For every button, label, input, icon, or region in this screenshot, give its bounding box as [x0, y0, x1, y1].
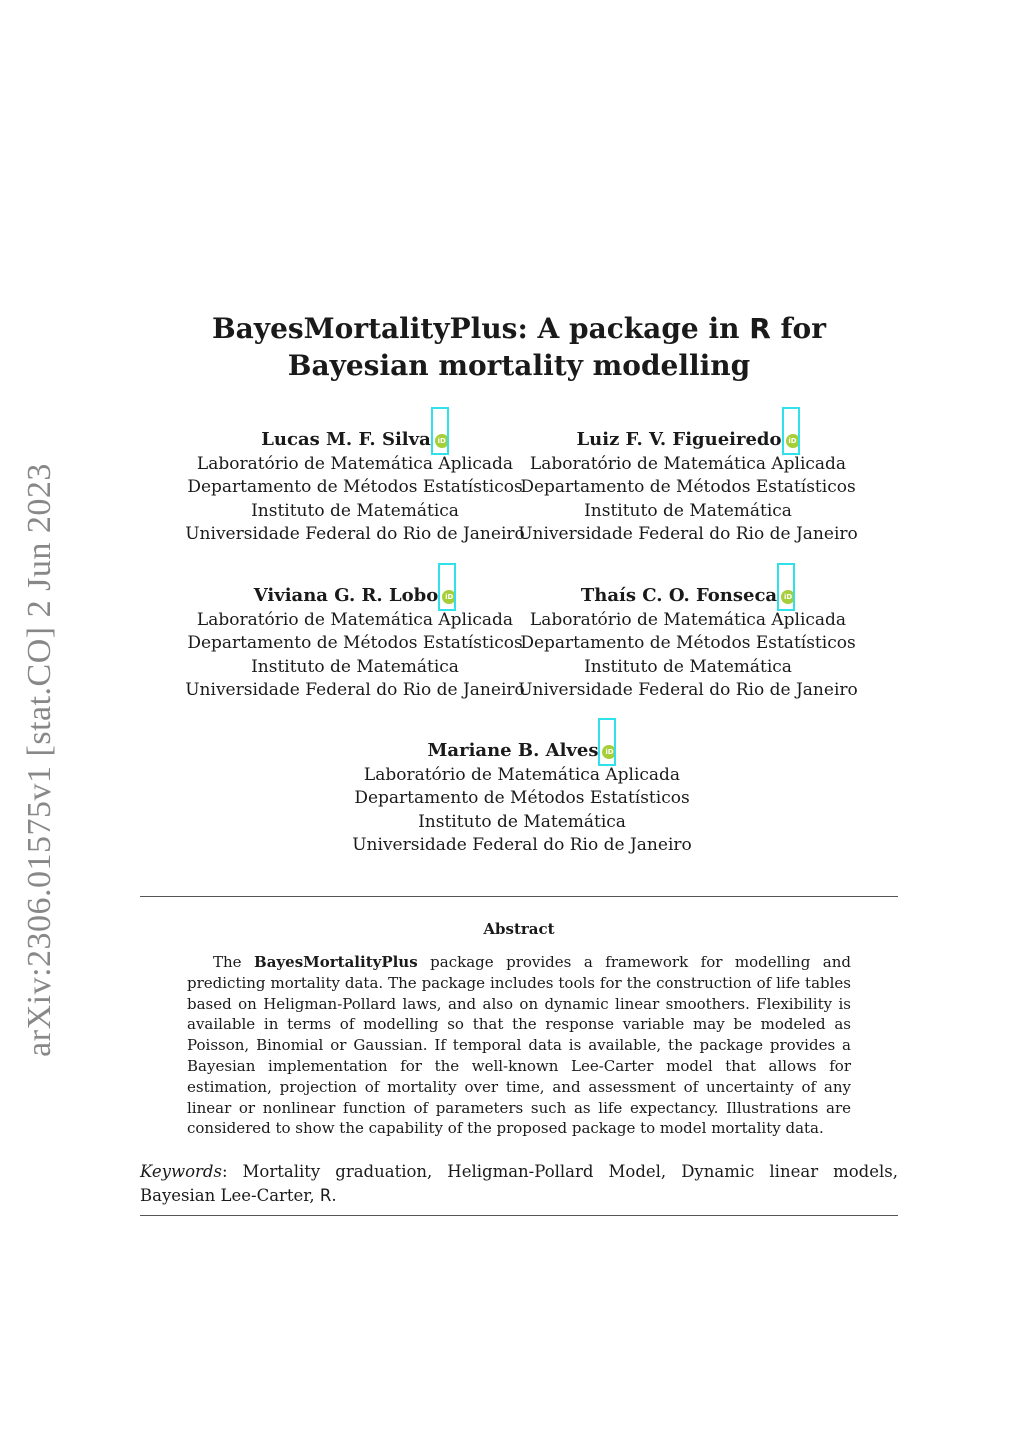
affiliation-lab: Laboratório de Matemática Aplicada — [196, 609, 514, 630]
orcid-link-box[interactable] — [777, 563, 795, 611]
author-block-figueiredo — [518, 428, 858, 547]
orcid-icon[interactable]: iD — [781, 590, 795, 604]
affiliation-institute: Instituto de Matemática — [418, 811, 626, 832]
author-block-fonseca — [518, 584, 858, 703]
affiliation-department: Departamento de Métodos Estatísticos — [520, 633, 856, 653]
arxiv-identifier-stamp: arXiv:2306.01575v1 [stat.CO] 2 Jun 2023 — [21, 463, 58, 1057]
affiliation-institute: Instituto de Matemática — [584, 500, 792, 521]
keywords-end: . — [331, 1186, 337, 1205]
title-part-1: BayesMortalityPlus: A package in — [212, 312, 750, 345]
affiliation-institute: Instituto de Matemática — [584, 656, 792, 677]
affiliation-lab: Laboratório de Matemática Aplicada — [363, 764, 681, 785]
orcid-icon[interactable]: iD — [435, 434, 449, 448]
author-name: Viviana G. R. Lobo — [253, 585, 439, 606]
orcid-link-box[interactable] — [598, 718, 616, 766]
author-name: Mariane B. Alves — [427, 740, 599, 761]
affiliation-lab: Laboratório de Matemática Aplicada — [196, 453, 514, 474]
affiliation-institute: Instituto de Matemática — [251, 500, 459, 521]
package-name: BayesMortalityPlus — [254, 953, 418, 971]
orcid-link-box[interactable] — [431, 407, 449, 455]
author-name: Lucas M. F. Silva — [261, 429, 431, 450]
affiliation-university: Universidade Federal do Rio de Janeiro — [185, 524, 525, 544]
affiliation-lab: Laboratório de Matemática Aplicada — [529, 453, 847, 474]
abstract-text: package provides a framework for modelling and predicting mortality data. The package includes tools for the construction of life tables based on Heligman-Pollard laws, and also on dynamic linear smoothers. Flexibility is available in terms of modelling so that the response variable may be modeled as Poisson, Binomial or Gaussian. If temporal data is available, the package provides a Bayesian implementation for the well-known Lee-Carter model that allows for estimation, projection of mortality over time, and assessment of uncertainty of any linear or nonlinear function of parameters such as life expectancy. Illustrations are considered to show the capability of the proposed package to model mortality data. — [187, 953, 851, 1138]
affiliation-department: Departamento de Métodos Estatísticos — [520, 477, 856, 497]
affiliation-university: Universidade Federal do Rio de Janeiro — [518, 680, 858, 700]
keywords — [140, 1160, 898, 1208]
affiliation-department: Departamento de Métodos Estatísticos — [354, 788, 690, 808]
keywords-label: Keywords — [140, 1162, 222, 1181]
author-block-lobo — [185, 584, 525, 703]
orcid-link-box[interactable] — [438, 563, 456, 611]
affiliation-university: Universidade Federal do Rio de Janeiro — [352, 835, 692, 855]
abstract-body — [187, 952, 851, 1139]
orcid-icon[interactable]: iD — [602, 745, 616, 759]
orcid-icon[interactable]: iD — [786, 434, 800, 448]
affiliation-university: Universidade Federal do Rio de Janeiro — [185, 680, 525, 700]
top-divider — [140, 896, 898, 897]
bottom-divider — [140, 1215, 898, 1216]
abstract-heading: Abstract — [483, 920, 555, 938]
author-block-silva — [185, 428, 525, 547]
paper-title — [140, 310, 898, 384]
title-part-2: for Bayesian mortality modelling — [287, 312, 826, 382]
abstract-lead: The — [213, 953, 255, 971]
keywords-r-glyph: R — [319, 1186, 332, 1205]
title-r-glyph: R — [749, 312, 771, 345]
affiliation-lab: Laboratório de Matemática Aplicada — [529, 609, 847, 630]
affiliation-institute: Instituto de Matemática — [251, 656, 459, 677]
author-block-alves — [352, 739, 692, 858]
orcid-link-box[interactable] — [782, 407, 800, 455]
affiliation-department: Departamento de Métodos Estatísticos — [187, 633, 523, 653]
affiliation-university: Universidade Federal do Rio de Janeiro — [518, 524, 858, 544]
author-name: Luiz F. V. Figueiredo — [576, 429, 782, 450]
keywords-text: : Mortality graduation, Heligman-Pollard Model, Dynamic linear models, Bayesian Lee-Carter, — [140, 1162, 898, 1205]
orcid-icon[interactable]: iD — [442, 590, 456, 604]
affiliation-department: Departamento de Métodos Estatísticos — [187, 477, 523, 497]
author-name: Thaís C. O. Fonseca — [580, 585, 778, 606]
